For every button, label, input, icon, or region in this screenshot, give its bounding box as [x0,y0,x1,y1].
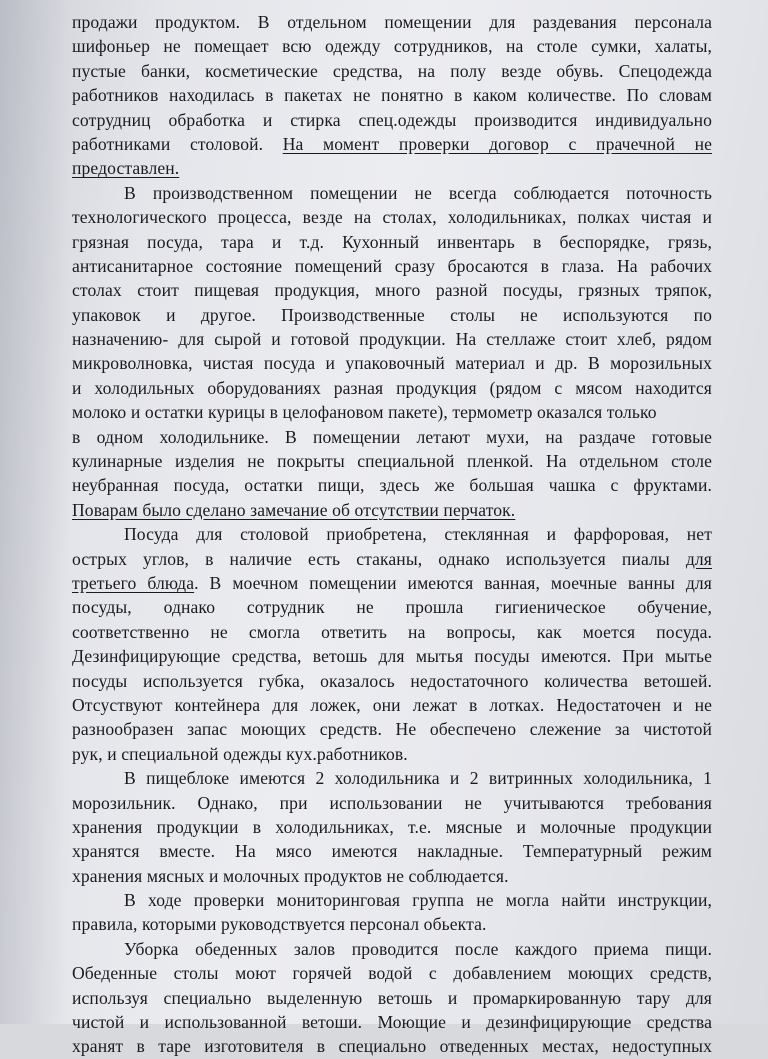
line-text: правила, которыми руководствуется персонал обьекта. [72,914,487,935]
paragraph [72,937,712,1059]
line-text: технологического процесса, везде на столах, холодильниках, полках чистая и [72,207,712,228]
line-text: Отсуствуют контейнера для ложек, они лежат в лотках. Недостаточен и не [72,694,712,715]
line-text: грязная посуда, тара и т.д. Кухонный инвентарь в беспорядке, грязь, [72,231,712,252]
text-line [72,156,712,180]
text-line [72,303,712,327]
text-line [72,644,712,668]
line-text: столах стоит пищевая продукция, много разной посуды, грязных тряпок, [72,280,712,301]
paragraph [72,522,712,766]
text-line [72,351,712,375]
text-line [72,571,712,595]
line-text: шифоньер не помещает всю одежду сотрудников, на столе сумки, халаты, [72,36,712,57]
document-body [72,10,712,1059]
line-text: антисанитарное состояние помещений сразу бросаются в глаза. На рабочих [72,255,712,276]
line-text: Обеденные столы моют горячей водой с добавлением моющих средств, [72,963,712,984]
text-line [72,230,712,254]
line-text: чистой и использованной ветоши. Моющие и дезинфицирующие средства [72,1012,712,1033]
line-text: острых углов, в наличие есть стаканы, однако используется пиалы [72,548,686,569]
line-text: Уборка обеденных залов проводится после каждого приема пищи. [124,938,712,959]
text-line [72,278,712,302]
line-text: разнообразен запас моющих средств. Не обеспечено слежение за чистотой [72,719,712,740]
text-line [72,1034,712,1058]
underlined-text: Поварам было сделано замечание об отсутствии перчаток. [72,499,516,520]
line-text: посуды, однако сотрудник не прошла гигиеническое обучение, [72,597,712,618]
line-text: В производственном помещении не всегда соблюдается поточность [124,182,712,203]
line-text: сотрудниц обработка и стирка спец.одежды производится индивидуально [72,109,712,130]
line-text: рук, и специальной одежды кух.работников. [72,743,408,764]
text-line [72,83,712,107]
text-line [72,961,712,985]
line-text: микроволновка, чистая посуда и упаковочный материал и др. В морозильных [72,353,712,374]
text-line [72,327,712,351]
line-text: хранятся вместе. На мясо имеются накладные. Температурный режим [72,841,712,862]
line-text: Посуда для столовой приобретена, стеклянная и фарфоровая, нет [124,524,712,545]
line-text: используя специально выделенную ветошь и промаркированную тару для [72,987,712,1008]
line-text: морозильник. Однако, при использовании не учитываются требования [72,792,712,813]
line-text: Дезинфицирующие средства, ветошь для мытья посуды имеются. При мытье [72,646,712,667]
text-line [72,815,712,839]
text-line [72,132,712,156]
text-line [72,766,712,790]
underlined-text: для [685,548,712,569]
text-line [72,717,712,741]
line-text: соответственно не смогла ответить на вопросы, как моется посуда. [72,621,712,642]
text-line [72,937,712,961]
text-line [72,34,712,58]
underlined-text: третьего блюда [72,572,195,593]
text-line [72,742,712,766]
underlined-text: На момент проверки договор с прачечной не [282,133,712,154]
text-line [72,864,712,888]
text-line [72,1010,712,1034]
page-shadow [0,0,70,1024]
text-line [72,400,712,424]
text-line [72,888,712,912]
text-line [72,10,712,34]
line-text: и холодильных оборудованиях разная продукция (рядом с мясом находится [72,377,712,398]
text-line [72,620,712,644]
text-line [72,205,712,229]
paragraph [72,10,712,181]
line-text: кулинарные изделия не покрыты специальной пленкой. На отдельном столе [72,451,712,472]
paragraph [72,888,712,937]
text-line [72,791,712,815]
text-line [72,425,712,449]
line-text: работников находилась в пакетах не понятно в каком количестве. По словам [72,85,712,106]
paragraph [72,766,712,888]
line-text: в одном холодильнике. В помещении летают мухи, на раздаче готовые [72,426,712,447]
line-text: работниками столовой. [72,133,283,154]
text-line [72,254,712,278]
text-line [72,693,712,717]
text-line [72,912,712,936]
line-text: продажи продуктом. В отдельном помещении для раздевания персонала [72,12,712,32]
line-text: пустые банки, косметические средства, на полу везде обувь. Спецодежда [72,60,712,81]
text-line [72,595,712,619]
text-line [72,522,712,546]
text-line [72,839,712,863]
text-line [72,59,712,83]
line-text: В ходе проверки мониторинговая группа не могла найти инструкции, [124,890,712,911]
line-text: упаковок и другое. Производственные столы не используются по [72,304,712,325]
text-line [72,547,712,571]
line-text: молоко и остатки курицы в целофановом пакете), термометр оказался только [72,402,657,423]
text-line [72,669,712,693]
text-line [72,986,712,1010]
paragraph [72,181,712,522]
line-text: хранения продукции в холодильниках, т.е. мясные и молочные продукции [72,816,712,837]
underlined-text: предоставлен. [72,158,180,179]
line-text: посуды используется губка, оказалось недостаточного количества ветошей. [72,670,712,691]
text-line [72,498,712,522]
line-text: хранят в таре изготовителя в специально отведенных местах, недоступных [72,1036,712,1057]
line-text: В пищеблоке имеются 2 холодильника и 2 витринных холодильника, 1 [124,768,712,789]
line-text: хранения мясных и молочных продуктов не соблюдается. [72,865,509,886]
line-text: . В моечном помещении имеются ванная, моечные ванны для [194,572,712,593]
line-text: назначению- для сырой и готовой продукции. На стеллаже стоит хлеб, рядом [72,329,712,350]
line-text: неубранная посуда, остатки пищи, здесь же большая чашка с фруктами. [72,475,712,496]
text-line [72,181,712,205]
text-line [72,449,712,473]
text-line [72,473,712,497]
text-line [72,108,712,132]
text-line [72,376,712,400]
